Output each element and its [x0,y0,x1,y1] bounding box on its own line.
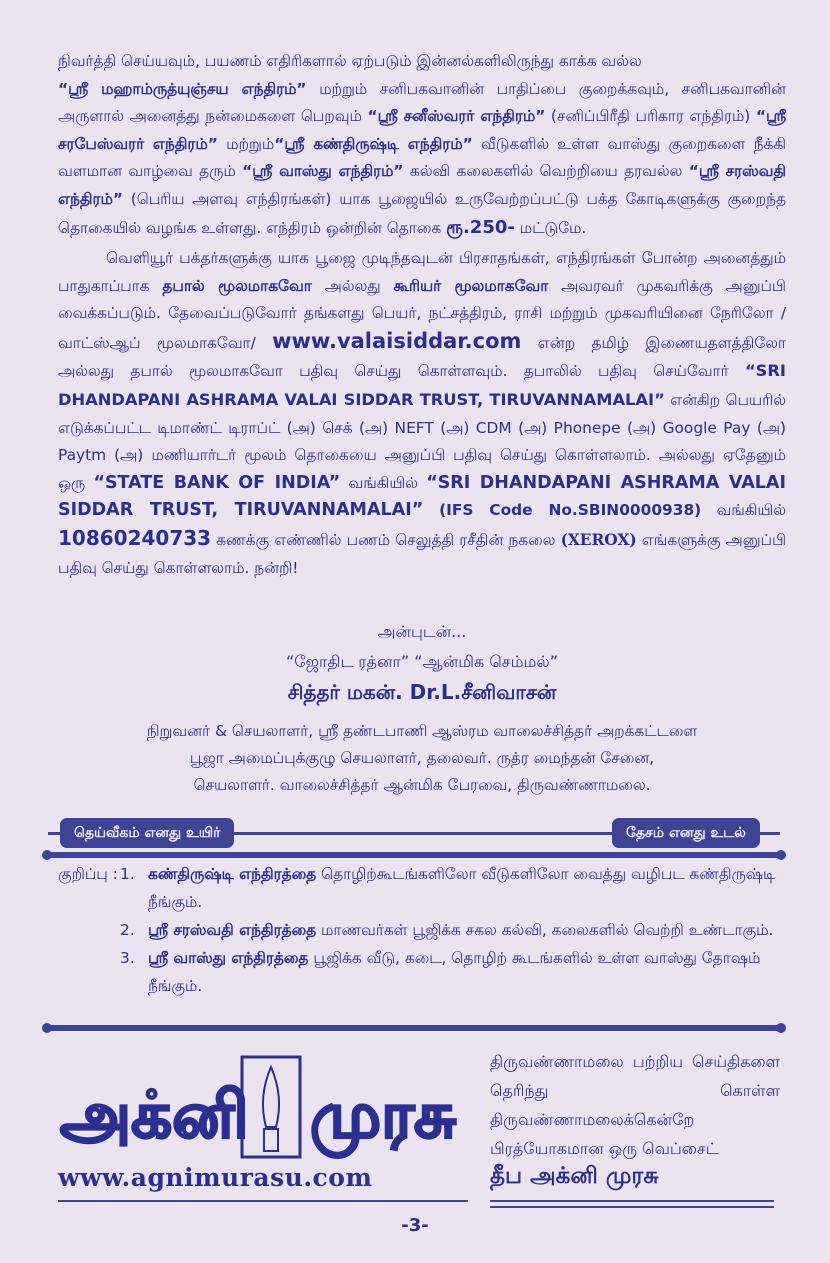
booking-paragraph [58,245,786,582]
yantra-name: “ஸ்ரீ கண்திருஷ்டி எந்திரம்” [274,134,473,153]
lamp-frame [242,1057,300,1157]
text: அவரவர் முகவரிக்கு அனுப்பி வைக்கப்படும். தேவைப்படுவோர் தங்களது பெயர், நட்சத்திரம், ராசி மற்றும் முகவரியினை நேரிலோ / வாட்ஸ்ஆப் மூலமாகவோ/ [58,276,786,352]
logo-right-word: முரசு [310,1078,456,1153]
yantra-paragraph [58,48,786,242]
note-text: தொழிற்கூடங்களிலோ வீடுகளிலோ வைத்து வழிபட கண்திருஷ்டி நீங்கும். [148,865,776,911]
courier-option: கூரியர் மூலமாகவோ [393,276,549,295]
note-bold: கண்திருஷ்டி எந்திரத்தை [148,865,317,883]
role-line: செயலாளர். வாலைச்சித்தர் ஆன்மிக பேரவை, திருவண்ணாமலை. [193,776,651,794]
text: என்கிற பெயரில் எடுக்கப்பட்ட டிமாண்ட் டிராப்ட் (அ) செக் (அ) NEFT (அ) CDM (அ) Phonepe (அ) Google Pay (அ) Paytm (அ) மணியார்டர் மூலம் தொகையை அனுப்பி பதிவு செய்து கொள்ளலாம். அல்லது ஏதேனும் ஒரு [58,390,786,492]
note-item [58,944,786,1000]
yantra-name: “ஸ்ரீ மஹாம்ருத்யுஞ்சய எந்திரம்” [58,79,307,98]
note-bold: ஸ்ரீ சரஸ்வதி எந்திரத்தை [148,921,317,939]
page-number: -3- [401,1215,429,1236]
ifsc-code: (IFS Code No.SBIN0000938) [423,501,702,520]
text: (சனிப்பிரீதி பரிகார எந்திரம்) [545,107,756,126]
notes-label: குறிப்பு : [58,865,118,883]
xerox: (XEROX) [560,530,637,549]
honorific-titles: “ஜோதிட ரத்னா” “ஆன்மிக செம்மல்” [286,652,558,671]
trust-name: “SRI DHANDAPANI ASHRAMA VALAI SIDDAR TRUST, TIRUVANNAMALAI” [58,472,786,521]
note-item [58,916,786,944]
ad-description: திருவண்ணாமலை பற்றிய செய்திகளை தெரிந்து கொள்ள திருவண்ணாமலைக்கென்றே பிரத்யோகமான ஒரு வெப்சைட் [490,1052,780,1158]
note-bold: ஸ்ரீ வாஸ்து எந்திரத்தை [148,949,309,967]
bank-name: “STATE BANK OF INDIA” [93,472,341,493]
text: வீடுகளில் உள்ள வாஸ்து குறைகளை நீக்கி வளமான வாழ்வை தரும் [58,134,786,181]
note-number: 3. [120,949,135,967]
text: வெளியூர் பக்தர்களுக்கு யாக பூஜை முடிந்தவுடன் பிரசாதங்கள், எந்திரங்கள் போன்ற அனைத்தும் பாதுகாப்பாக [58,249,786,295]
banner-right-pill: தேசம் எனது உடல் [612,818,760,848]
account-number: 10860240733 [58,525,212,550]
text: நிவர்த்தி செய்யவும், பயணம் எதிரிகளால் ஏற்படும் இன்னல்களிலிருந்து காக்க வல்ல [58,52,642,70]
author-roles [58,718,786,799]
role-line: நிறுவனர் & செயலாளர், ஸ்ரீ தண்டபாணி ஆஸ்ரம வாலைச்சித்தர் அறக்கட்டளை [146,722,698,740]
agnimurasu-url[interactable]: www.agnimurasu.com [58,1163,373,1192]
ad-title: தீப அக்னி முரசு [490,1163,659,1189]
yantra-name: “ஸ்ரீ சரபேஸ்வரர் எந்திரம்” [58,107,787,153]
notes-top-rule [48,852,780,858]
note-number: 2. [120,921,135,939]
logo-graphic [52,1047,472,1167]
note-text: மாணவர்கள் பூஜிக்க சகல கல்வி, கலைகளில் வெற்றி உண்டாகும். [316,921,774,939]
text: எங்களுக்கு அனுப்பி பதிவு செய்து கொள்ளலாம். நன்றி! [58,530,786,577]
banner-left-pill: தெய்வீகம் எனது உயிர் [60,818,234,848]
notes-bottom-rule [48,1025,780,1031]
price: ரூ.250- [446,216,515,238]
text: மற்றும் [217,134,275,153]
post-option: தபால் மூலமாகவோ [162,276,312,295]
text: வங்கியில் [340,473,427,492]
note-item [58,860,786,916]
title-underline-2 [490,1206,774,1208]
text: அல்லது [311,276,394,295]
yantra-name: “ஸ்ரீ சனீஸ்வரர் எந்திரம்” [367,107,546,126]
notes-section [58,860,786,1000]
note-number: 1. [120,865,135,883]
note-text: பூஜிக்க வீடு, கடை, தொழிற் கூடங்களில் உள்ள வாஸ்து தோஷம் நீங்கும். [148,949,761,995]
role-line: பூஜா அமைப்புக்குழு செயலாளர், தலைவர். ருத்ர மைந்தன் சேனை, [189,749,655,767]
title-underline [490,1200,774,1202]
yantra-name: “ஸ்ரீ சரஸ்வதி எந்திரம்” [58,162,787,208]
greeting: அன்புடன்... [377,622,467,641]
text: கல்வி கலைகளில் வெற்றியை தரவல்ல [403,162,689,181]
lamp-icon [263,1067,279,1127]
website-link[interactable]: www.valaisiddar.com [272,328,522,353]
url-underline [58,1200,468,1202]
trust-name: “SRI DHANDAPANI ASHRAMA VALAI SIDDAR TRUST, TIRUVANNAMALAI” [58,361,786,409]
text: கணக்கு எண்ணில் பணம் செலுத்தி ரசீதின் நகலை [211,530,561,549]
agni-murasu-logo [52,1047,472,1167]
text: மற்றும் சனிபகவானின் பாதிப்பை குறைக்கவும், சனிபகவானின் அருளால் அனைத்து நன்மைகளை பெறவும் [58,79,786,126]
author-name: சித்தர் மகன். Dr.L.சீனிவாசன் [287,680,557,704]
text: (பெரிய அளவு எந்திரங்கள்) யாக பூஜையில் உருவேற்றப்பட்டு பக்த கோடிகளுக்கு குறைந்த தொகையில் வழங்க உள்ளது. எந்திரம் ஒன்றின் தொகை [58,189,786,237]
text: வங்கியில் [701,501,786,520]
yantra-name: “ஸ்ரீ வாஸ்து எந்திரம்” [242,162,404,181]
text: என்ற தமிழ் இணையதளத்திலோ அல்லது தபால் மூலமாகவோ பதிவு செய்து கொள்ளவும். தபாலில் பதிவு செய்வோர் [58,333,786,381]
logo-left-word: அக்னி [60,1078,249,1153]
text: மட்டுமே. [514,218,587,237]
